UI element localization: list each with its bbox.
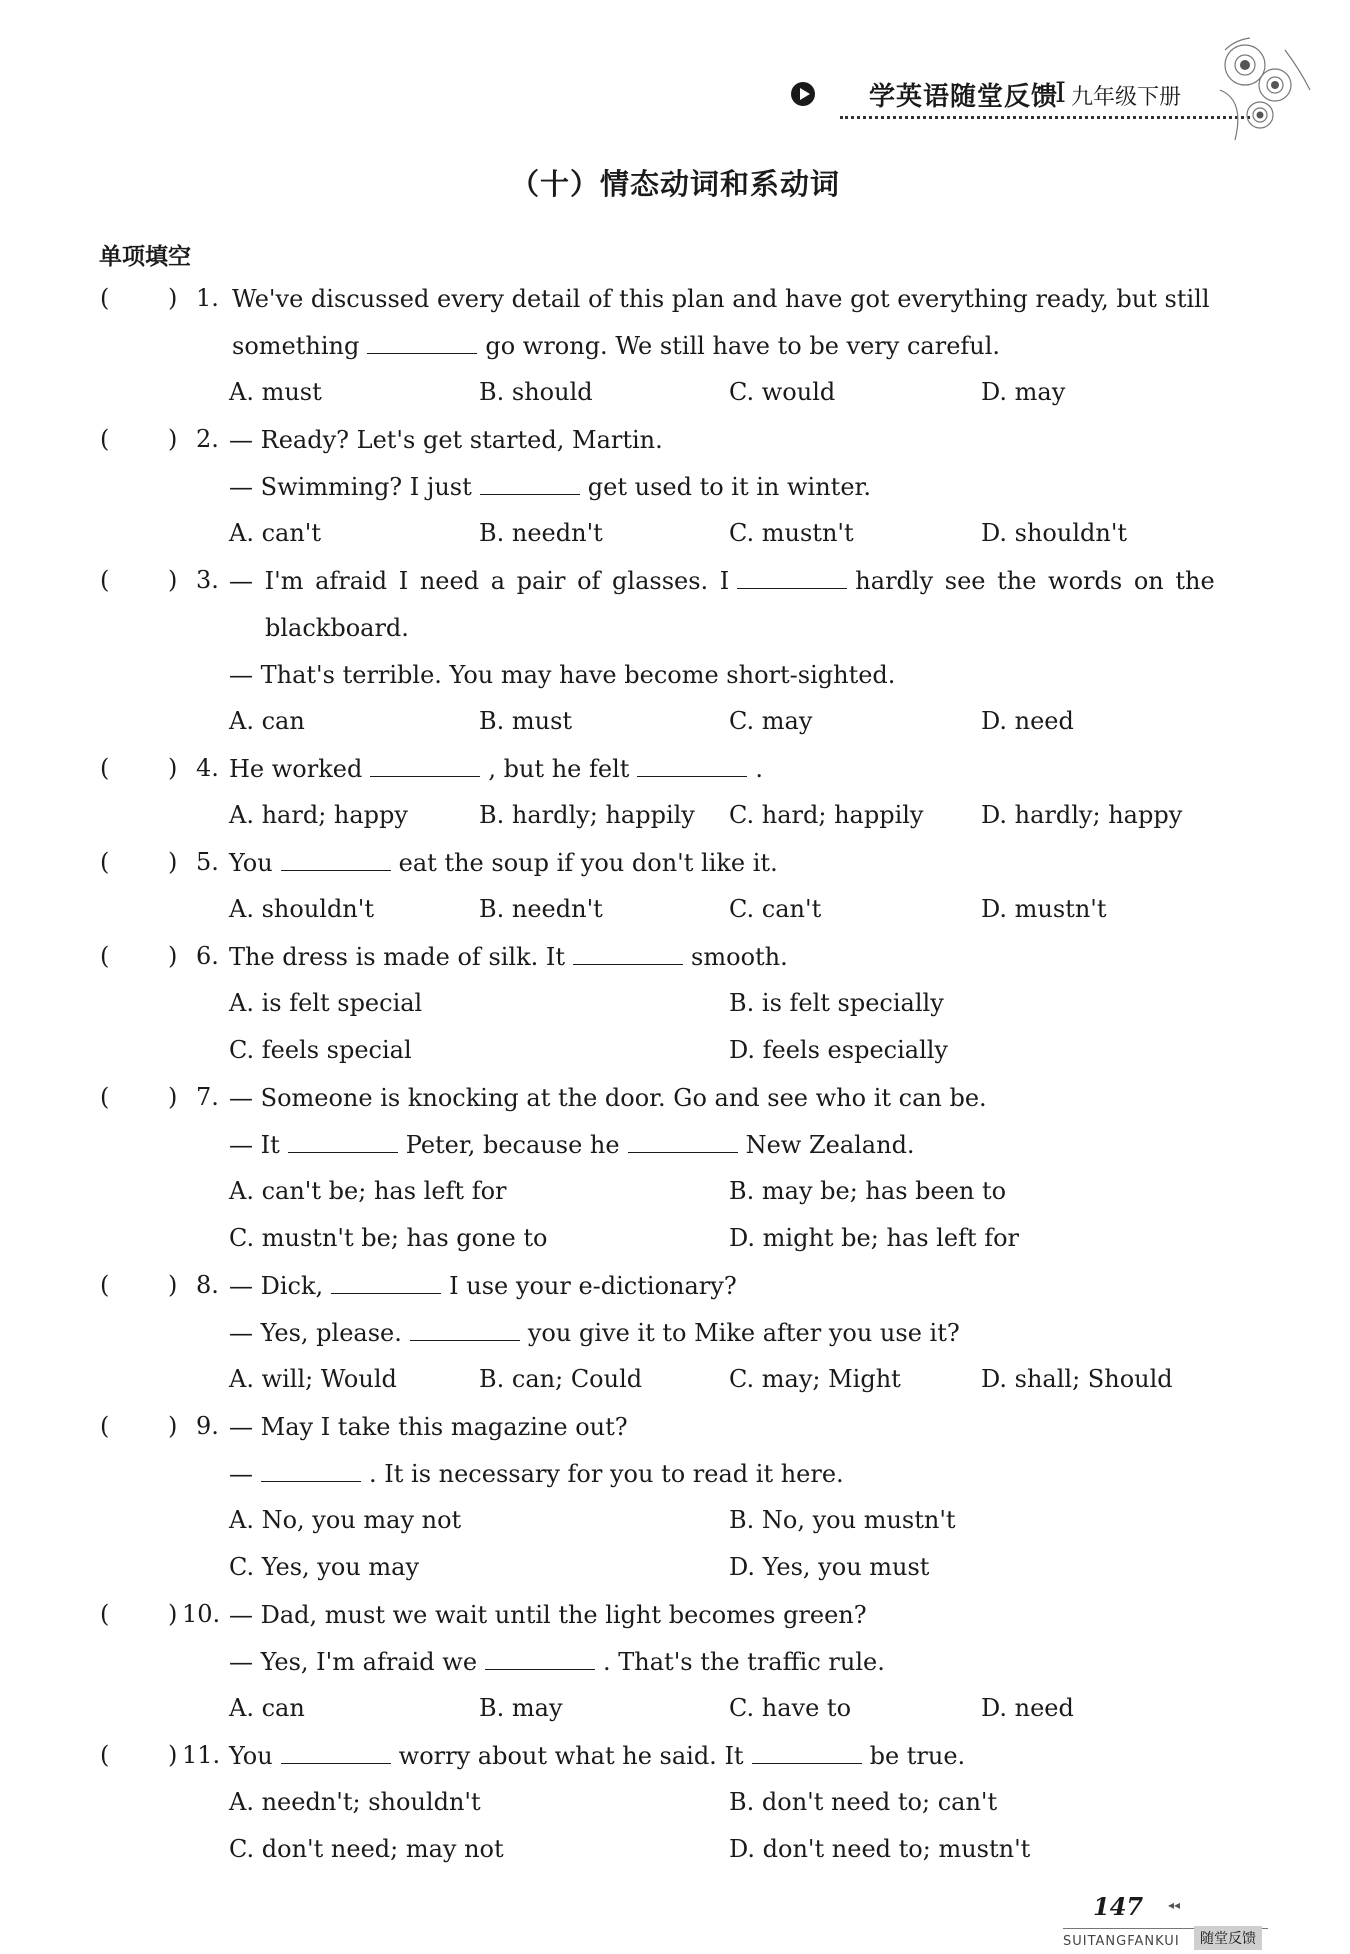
option-c: C. may; Might	[729, 1365, 901, 1393]
question-text: He worked , but he felt .	[229, 755, 764, 783]
answer-blank[interactable]	[288, 1130, 398, 1153]
option-c: C. don't need; may not	[229, 1835, 504, 1863]
answer-paren[interactable]	[100, 1741, 178, 1769]
question-number: 10.	[182, 1600, 221, 1628]
option-b: B. can; Could	[479, 1365, 643, 1393]
answer-blank[interactable]	[410, 1318, 520, 1341]
answer-paren[interactable]	[100, 942, 178, 970]
page-header	[785, 70, 1250, 130]
option-d: D. shouldn't	[981, 519, 1128, 547]
question-text: — Dick, I use your e-dictionary?	[229, 1272, 737, 1300]
option-b: B. No, you mustn't	[729, 1506, 956, 1534]
paren-right: )	[168, 1271, 178, 1299]
question-text: You eat the soup if you don't like it.	[229, 849, 778, 877]
question-number: 6.	[196, 942, 219, 970]
question-number: 9.	[196, 1412, 219, 1440]
question-text: — Someone is knocking at the door. Go and see who it can be.	[229, 1084, 987, 1112]
answer-paren[interactable]	[100, 848, 178, 876]
option-a: A. can	[229, 707, 305, 735]
option-c: C. Yes, you may	[229, 1553, 420, 1581]
answer-paren[interactable]	[100, 425, 178, 453]
answer-blank[interactable]	[628, 1130, 738, 1153]
question-number: 4.	[196, 754, 219, 782]
paren-right: )	[168, 942, 178, 970]
option-a: A. must	[229, 378, 322, 406]
option-a: A. is felt special	[229, 989, 423, 1017]
paren-left: (	[100, 284, 110, 312]
option-c: C. feels special	[229, 1036, 412, 1064]
paren-left: (	[100, 425, 110, 453]
answer-blank[interactable]	[752, 1741, 862, 1764]
question-text: — Yes, I'm afraid we . That's the traffic rule.	[229, 1648, 885, 1676]
paren-right: )	[168, 1083, 178, 1111]
option-d: D. Yes, you must	[729, 1553, 930, 1581]
answer-blank[interactable]	[370, 754, 480, 777]
option-d: D. feels especially	[729, 1036, 948, 1064]
question-text: The dress is made of silk. It smooth.	[229, 943, 788, 971]
answer-blank[interactable]	[737, 566, 847, 589]
question-number: 8.	[196, 1271, 219, 1299]
header-separator: I	[1055, 76, 1067, 109]
option-d: D. may	[981, 378, 1066, 406]
paren-left: (	[100, 1412, 110, 1440]
section-label: 单项填空	[99, 244, 191, 270]
answer-blank[interactable]	[637, 754, 747, 777]
option-b: B. is felt specially	[729, 989, 944, 1017]
option-a: A. can	[229, 1694, 305, 1722]
book-title: 学英语随堂反馈	[869, 82, 1059, 112]
paren-right: )	[168, 754, 178, 782]
answer-blank[interactable]	[331, 1271, 441, 1294]
answer-paren[interactable]	[100, 1271, 178, 1299]
sunflower-decoration-icon	[1205, 30, 1315, 150]
answer-paren[interactable]	[100, 1083, 178, 1111]
question-text: — Dad, must we wait until the light becomes green?	[229, 1601, 867, 1629]
option-a: A. can't	[229, 519, 322, 547]
brand-badge: 随堂反馈	[1194, 1926, 1262, 1950]
option-b: B. needn't	[479, 519, 603, 547]
question-number: 11.	[182, 1741, 221, 1769]
option-d: D. need	[981, 1694, 1074, 1722]
option-c: C. have to	[729, 1694, 852, 1722]
option-c: C. mustn't	[729, 519, 854, 547]
question-text: — Ready? Let's get started, Martin.	[229, 426, 663, 454]
paren-left: (	[100, 848, 110, 876]
paren-left: (	[100, 942, 110, 970]
option-d: D. might be; has left for	[729, 1224, 1020, 1252]
option-a: A. No, you may not	[229, 1506, 462, 1534]
option-b: B. don't need to; can't	[729, 1788, 998, 1816]
paren-left: (	[100, 1271, 110, 1299]
paren-right: )	[168, 848, 178, 876]
option-c: C. can't	[729, 895, 822, 923]
option-d: D. hardly; happy	[981, 801, 1183, 829]
paren-right: )	[168, 425, 178, 453]
answer-paren[interactable]	[100, 284, 178, 312]
arrows-icon: ◂◂	[1168, 1898, 1181, 1912]
paren-right: )	[168, 1412, 178, 1440]
paren-left: (	[100, 1083, 110, 1111]
option-c: C. mustn't be; has gone to	[229, 1224, 548, 1252]
question-text: — May I take this magazine out?	[229, 1413, 628, 1441]
answer-paren[interactable]	[100, 1600, 178, 1628]
option-d: D. need	[981, 707, 1074, 735]
option-d: D. mustn't	[981, 895, 1107, 923]
answer-blank[interactable]	[281, 848, 391, 871]
option-c: C. hard; happily	[729, 801, 924, 829]
answer-blank[interactable]	[573, 942, 683, 965]
question-text: — It Peter, because he New Zealand.	[229, 1131, 915, 1159]
option-d: D. shall; Should	[981, 1365, 1173, 1393]
option-d: D. don't need to; mustn't	[729, 1835, 1031, 1863]
paren-right: )	[168, 284, 178, 312]
answer-paren[interactable]	[100, 566, 178, 594]
paren-left: (	[100, 754, 110, 782]
question-text: — . It is necessary for you to read it here.	[229, 1460, 844, 1488]
answer-blank[interactable]	[367, 331, 477, 354]
question-text: We've discussed every detail of this plan and have got everything ready, but still	[232, 285, 1210, 313]
option-b: B. hardly; happily	[479, 801, 695, 829]
paren-left: (	[100, 566, 110, 594]
question-number: 3.	[196, 566, 219, 594]
paren-right: )	[168, 566, 178, 594]
option-b: B. may be; has been to	[729, 1177, 1007, 1205]
option-c: C. would	[729, 378, 836, 406]
question-text: — Swimming? I just get used to it in winter.	[229, 473, 871, 501]
question-text: — That's terrible. You may have become short-sighted.	[229, 661, 896, 689]
question-number: 7.	[196, 1083, 219, 1111]
option-b: B. should	[479, 378, 593, 406]
question-text: — I'm afraid I need a pair of glasses. I hardly see the words on the	[229, 567, 1215, 595]
paren-right: )	[168, 1741, 178, 1769]
paren-left: (	[100, 1600, 110, 1628]
option-a: A. needn't; shouldn't	[229, 1788, 481, 1816]
answer-blank[interactable]	[281, 1741, 391, 1764]
brand-pinyin: SUITANGFANKUI	[1063, 1934, 1180, 1949]
page-number: 147	[1093, 1892, 1144, 1921]
answer-paren[interactable]	[100, 1412, 178, 1440]
question-number: 2.	[196, 425, 219, 453]
option-b: B. must	[479, 707, 573, 735]
paren-right: )	[168, 1600, 178, 1628]
play-icon	[791, 82, 815, 106]
option-b: B. needn't	[479, 895, 603, 923]
question-number: 1.	[196, 284, 219, 312]
answer-blank[interactable]	[485, 1647, 595, 1670]
header-dotted-rule	[840, 116, 1250, 119]
section-title: （十）情态动词和系动词	[509, 167, 840, 201]
answer-paren[interactable]	[100, 754, 178, 782]
grade-label: 九年级下册	[1071, 85, 1182, 110]
question-text: You worry about what he said. It be true.	[229, 1742, 966, 1770]
option-a: A. can't be; has left for	[229, 1177, 507, 1205]
question-text: something go wrong. We still have to be very careful.	[232, 332, 1001, 360]
option-a: A. hard; happy	[229, 801, 408, 829]
question-text: blackboard.	[265, 614, 409, 642]
paren-left: (	[100, 1741, 110, 1769]
question-text: — Yes, please. you give it to Mike after you use it?	[229, 1319, 960, 1347]
question-number: 5.	[196, 848, 219, 876]
option-b: B. may	[479, 1694, 563, 1722]
answer-blank[interactable]	[480, 472, 580, 495]
option-c: C. may	[729, 707, 813, 735]
answer-blank[interactable]	[261, 1459, 361, 1482]
option-a: A. shouldn't	[229, 895, 375, 923]
option-a: A. will; Would	[229, 1365, 397, 1393]
